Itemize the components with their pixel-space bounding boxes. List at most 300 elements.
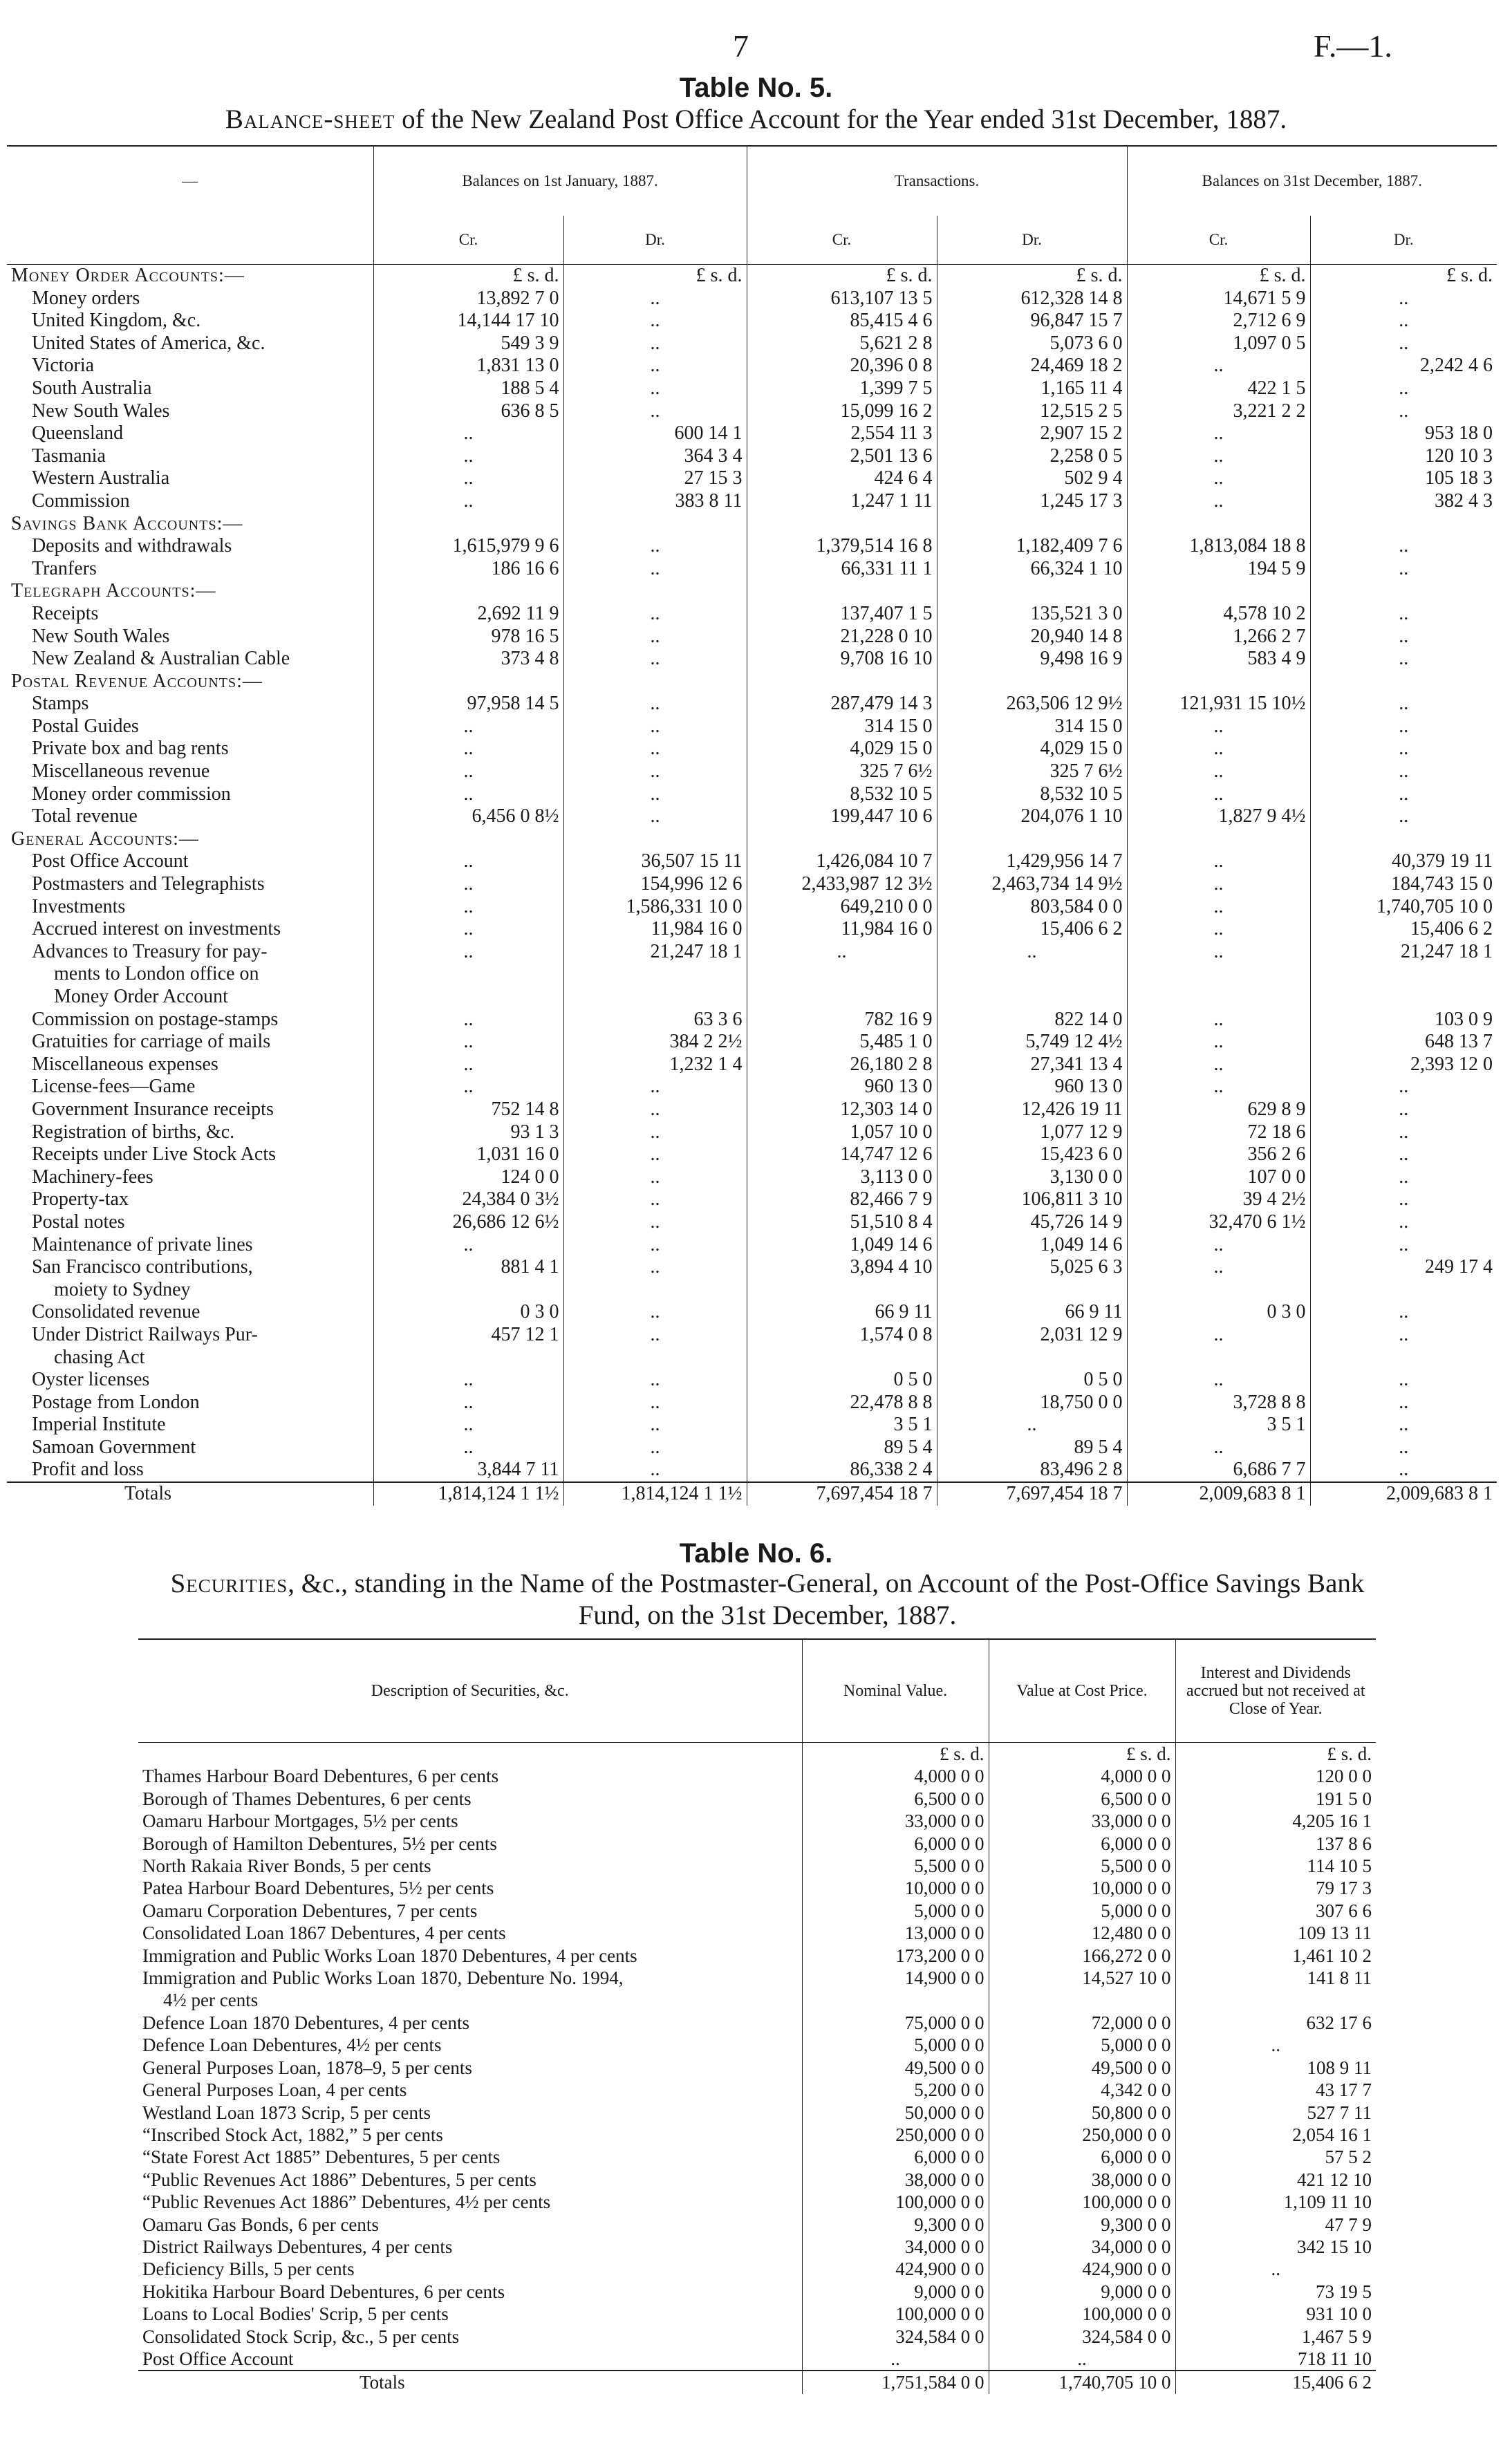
balance-amount [1310, 513, 1497, 536]
col-header: Cr. [1127, 216, 1310, 265]
balance-amount: .. [1310, 377, 1497, 400]
balance-amount: .. [563, 626, 747, 648]
security-amount: 73 19 5 [1175, 2281, 1376, 2303]
balance-amount [747, 671, 937, 693]
balance-amount: .. [373, 850, 563, 873]
balance-amount: 89 5 4 [747, 1437, 937, 1459]
security-row [138, 2012, 1376, 2034]
balance-amount: .. [373, 1234, 563, 1257]
balance-description: New South Wales [32, 400, 170, 422]
balance-sheet-table [7, 145, 1497, 1506]
table5-title: Table No. 5. [679, 73, 833, 103]
balance-amount [937, 513, 1127, 536]
balance-amount: 15,406 6 2 [937, 918, 1127, 941]
balance-amount: .. [563, 1211, 747, 1234]
balance-amount: 204,076 1 10 [937, 805, 1127, 828]
balance-amount: 1,049 14 6 [937, 1234, 1127, 1257]
balance-amount: 1,827 9 4½ [1127, 805, 1310, 828]
balance-amount: 383 8 11 [563, 490, 747, 513]
balance-amount: .. [373, 1369, 563, 1392]
balance-description: United States of America, &c. [32, 332, 265, 354]
security-amount: 5,000 0 0 [802, 1900, 989, 1922]
balance-description: Postal notes [32, 1210, 125, 1233]
security-description: Patea Harbour Board Debentures, 5½ per cents [142, 1878, 494, 1899]
balance-row [7, 1166, 1497, 1189]
balance-amount: .. [1310, 558, 1497, 581]
balance-amount [373, 963, 563, 986]
balance-amount: 0 3 0 [1127, 1301, 1310, 1324]
security-amount: 72,000 0 0 [989, 2012, 1175, 2034]
balance-amount: 648 13 7 [1310, 1031, 1497, 1054]
balance-row [7, 805, 1497, 828]
security-amount: 9,000 0 0 [802, 2281, 989, 2303]
balance-amount: .. [373, 1414, 563, 1437]
balance-row [7, 355, 1497, 377]
balance-amount: 5,025 6 3 [937, 1256, 1127, 1279]
security-amount: 47 7 9 [1175, 2214, 1376, 2236]
balance-amount: .. [563, 1121, 747, 1144]
balance-row [7, 850, 1497, 873]
balance-amount [1310, 671, 1497, 693]
balance-row [7, 333, 1497, 355]
balance-amount: 2,554 11 3 [747, 422, 937, 445]
balance-description: Machinery-fees [32, 1166, 153, 1188]
balance-amount [937, 1279, 1127, 1302]
balance-description: Victoria [32, 355, 95, 377]
balance-amount: 184,743 15 0 [1310, 873, 1497, 896]
security-amount: 100,000 0 0 [989, 2191, 1175, 2213]
balance-amount: 3,130 0 0 [937, 1166, 1127, 1189]
balance-amount [373, 580, 563, 603]
balance-amount: 1,586,331 10 0 [563, 896, 747, 919]
balance-amount: 103 0 9 [1310, 1009, 1497, 1031]
balance-amount: 0 5 0 [937, 1369, 1127, 1392]
securities-header-row [138, 1639, 1376, 1743]
balance-amount [1127, 986, 1310, 1009]
balance-amount [563, 580, 747, 603]
balance-description: Money Order Accounts:— [11, 265, 245, 286]
balance-amount: 82,466 7 9 [747, 1188, 937, 1211]
balance-amount: .. [1310, 1437, 1497, 1459]
security-amount: £ s. d. [802, 1743, 989, 1766]
balance-amount: 2,242 4 6 [1310, 355, 1497, 377]
balance-amount: 881 4 1 [373, 1256, 563, 1279]
balance-amount: .. [1127, 1256, 1310, 1279]
balance-amount [937, 671, 1127, 693]
balance-amount: .. [1127, 1076, 1310, 1098]
security-row [138, 1855, 1376, 1877]
balance-description: Postmasters and Telegraphists [32, 873, 265, 895]
balance-amount: 629 8 9 [1127, 1098, 1310, 1121]
security-row [138, 1833, 1376, 1855]
balance-amount: 8,532 10 5 [747, 783, 937, 806]
table6-title: Table No. 6. [679, 1538, 833, 1569]
balance-amount: 1,615,979 9 6 [373, 535, 563, 558]
balance-amount: .. [563, 1459, 747, 1482]
balance-amount [1310, 828, 1497, 851]
balance-amount: .. [1127, 490, 1310, 513]
balance-amount [1310, 986, 1497, 1009]
security-totals-row [138, 2371, 1376, 2393]
balance-amount [747, 986, 937, 1009]
security-row [138, 2214, 1376, 2236]
table5-subtitle-caps: Balance-sheet [225, 104, 395, 134]
balance-amount: 9,498 16 9 [937, 648, 1127, 671]
security-amount: 38,000 0 0 [802, 2169, 989, 2191]
balance-amount: 66,331 11 1 [747, 558, 937, 581]
balance-amount [1310, 580, 1497, 603]
security-amount: 109 13 11 [1175, 1922, 1376, 1944]
balance-amount: 1,182,409 7 6 [937, 535, 1127, 558]
balance-amount: .. [1127, 738, 1310, 760]
security-amount: 108 9 11 [1175, 2057, 1376, 2079]
balance-row [7, 1076, 1497, 1098]
balance-amount: .. [563, 558, 747, 581]
security-amount: 1,461 10 2 [1175, 1945, 1376, 1967]
balance-description: Samoan Government [32, 1436, 196, 1458]
balance-row [7, 288, 1497, 310]
balance-amount: 249 17 4 [1310, 1256, 1497, 1279]
balance-description: Postal Guides [32, 715, 139, 737]
balance-amount: 1,266 2 7 [1127, 626, 1310, 648]
balance-amount: .. [1310, 288, 1497, 310]
balance-amount [563, 986, 747, 1009]
balance-amount: .. [373, 941, 563, 964]
balance-description: Advances to Treasury for pay- [32, 940, 268, 962]
balance-amount: 137,407 1 5 [747, 603, 937, 626]
balance-sheet-body [7, 265, 1497, 1506]
balance-amount: .. [1127, 467, 1310, 490]
balance-amount: 3,728 8 8 [1127, 1392, 1310, 1414]
balance-amount: .. [1127, 850, 1310, 873]
balance-description: Money order commission [32, 783, 231, 805]
security-description: “Inscribed Stock Act, 1882,” 5 per cents [142, 2124, 443, 2145]
security-row [138, 2034, 1376, 2056]
balance-row [7, 693, 1497, 716]
balance-amount: .. [1127, 760, 1310, 783]
security-row [138, 2326, 1376, 2348]
security-amount: 9,300 0 0 [989, 2214, 1175, 2236]
security-amount: 4,342 0 0 [989, 2079, 1175, 2101]
security-amount: 424,900 0 0 [802, 2258, 989, 2280]
balance-amount [373, 1279, 563, 1302]
balance-amount: 14,747 12 6 [747, 1143, 937, 1166]
security-row [138, 1877, 1376, 1899]
balance-row [7, 986, 1497, 1009]
security-amount: 100,000 0 0 [802, 2191, 989, 2213]
security-amount: 166,272 0 0 [989, 1945, 1175, 1967]
security-amount: 4,000 0 0 [989, 1765, 1175, 1787]
balance-description: United Kingdom, &c. [32, 310, 201, 332]
balance-amount: 612,328 14 8 [937, 288, 1127, 310]
balance-description: Miscellaneous revenue [32, 760, 210, 783]
balance-description: Stamps [32, 693, 89, 715]
balance-amount [563, 1279, 747, 1302]
security-amount: 6,000 0 0 [802, 1833, 989, 1855]
securities-table [138, 1638, 1376, 2394]
balance-amount: 457 12 1 [373, 1324, 563, 1347]
security-amount: 5,000 0 0 [989, 2034, 1175, 2056]
balance-amount: 13,892 7 0 [373, 288, 563, 310]
balance-row [7, 1369, 1497, 1392]
balance-amount: .. [563, 805, 747, 828]
security-amount: 6,000 0 0 [989, 1833, 1175, 1855]
balance-amount: .. [563, 1437, 747, 1459]
balance-amount: 1,574 0 8 [747, 1324, 937, 1347]
balance-amount: .. [1310, 333, 1497, 355]
security-amount: 5,000 0 0 [989, 1900, 1175, 1922]
balance-amount: .. [373, 1031, 563, 1054]
balance-amount: 1,399 7 5 [747, 377, 937, 400]
balance-amount: 2,712 6 9 [1127, 310, 1310, 333]
balance-amount: 314 15 0 [747, 716, 937, 738]
security-description: Thames Harbour Board Debentures, 6 per cents [142, 1766, 499, 1787]
balance-amount [1127, 1279, 1310, 1302]
balance-description: moiety to Sydney [54, 1278, 191, 1300]
security-amount: 49,500 0 0 [802, 2057, 989, 2079]
balance-description: ments to London office on [54, 963, 259, 985]
balance-row [7, 716, 1497, 738]
balance-amount: 14,671 5 9 [1127, 288, 1310, 310]
balance-description: Government Insurance receipts [32, 1098, 274, 1120]
balance-amount: 14,144 17 10 [373, 310, 563, 333]
balance-amount: .. [563, 1076, 747, 1098]
security-description: District Railways Debentures, 4 per cents [142, 2236, 453, 2257]
security-description: General Purposes Loan, 4 per cents [142, 2079, 407, 2101]
balance-description: Profit and loss [32, 1459, 144, 1481]
security-row [138, 1743, 1376, 1766]
balance-amount: .. [563, 400, 747, 423]
balance-row [7, 648, 1497, 671]
balance-amount: .. [1310, 1414, 1497, 1437]
balance-amount: .. [373, 422, 563, 445]
balance-row [7, 828, 1497, 851]
security-amount: 5,000 0 0 [802, 2034, 989, 2056]
security-totals-amount: 15,406 6 2 [1175, 2371, 1376, 2393]
balance-amount: 2,433,987 12 3½ [747, 873, 937, 896]
security-description: General Purposes Loan, 1878–9, 5 per cents [142, 2057, 472, 2078]
balance-amount: .. [1310, 1234, 1497, 1257]
balance-amount: 66 9 11 [937, 1301, 1127, 1324]
balance-amount: £ s. d. [747, 265, 937, 288]
balance-amount: 106,811 3 10 [937, 1188, 1127, 1211]
security-amount: .. [802, 2348, 989, 2371]
balance-amount: .. [1127, 1369, 1310, 1392]
balance-amount: .. [747, 941, 937, 964]
security-amount: 6,500 0 0 [802, 1788, 989, 1810]
balance-amount: 121,931 15 10½ [1127, 693, 1310, 716]
security-amount: 33,000 0 0 [989, 1810, 1175, 1832]
balance-amount: .. [1127, 1324, 1310, 1347]
security-row [138, 2057, 1376, 2079]
balance-amount: 32,470 6 1½ [1127, 1211, 1310, 1234]
balance-amount [373, 986, 563, 1009]
balance-amount: .. [563, 1098, 747, 1121]
balance-amount: 1,097 0 5 [1127, 333, 1310, 355]
balance-amount: 186 16 6 [373, 558, 563, 581]
balance-amount: .. [1310, 1076, 1497, 1098]
security-amount: 6,500 0 0 [989, 1788, 1175, 1810]
security-row [138, 2102, 1376, 2124]
security-amount: 2,054 16 1 [1175, 2124, 1376, 2146]
balance-amount: .. [563, 1166, 747, 1189]
balance-row [7, 1234, 1497, 1257]
security-row [138, 1900, 1376, 1922]
security-amount: 34,000 0 0 [989, 2236, 1175, 2258]
balance-amount [747, 513, 937, 536]
balance-amount: .. [563, 648, 747, 671]
security-row [138, 2191, 1376, 2213]
balance-amount: .. [373, 1076, 563, 1098]
balance-amount: .. [1127, 1009, 1310, 1031]
group-header-transactions: Transactions. [747, 146, 1127, 216]
balance-amount [937, 828, 1127, 851]
balance-row [7, 1256, 1497, 1279]
balance-description: New South Wales [32, 625, 170, 647]
balance-amount: 27,341 13 4 [937, 1054, 1127, 1076]
security-description: Hokitika Harbour Board Debentures, 6 per cents [142, 2281, 505, 2302]
balance-amount: 2,258 0 5 [937, 445, 1127, 468]
balance-amount: £ s. d. [1310, 265, 1497, 288]
balance-amount: 0 3 0 [373, 1301, 563, 1324]
balance-amount: 325 7 6½ [937, 760, 1127, 783]
balance-amount: 107 0 0 [1127, 1166, 1310, 1189]
balance-amount: .. [1310, 626, 1497, 648]
balance-amount: 803,584 0 0 [937, 896, 1127, 919]
balance-amount: £ s. d. [937, 265, 1127, 288]
balance-amount: .. [563, 1256, 747, 1279]
balance-amount: .. [1127, 1031, 1310, 1054]
balance-amount: .. [1127, 716, 1310, 738]
balance-amount [937, 1347, 1127, 1369]
security-amount: 43 17 7 [1175, 2079, 1376, 2101]
balance-amount: 66,324 1 10 [937, 558, 1127, 581]
col-header: Cr. [373, 216, 563, 265]
security-description: Oamaru Corporation Debentures, 7 per cents [142, 1900, 478, 1921]
security-row [138, 1922, 1376, 1944]
balance-row [7, 1437, 1497, 1459]
balance-row [7, 918, 1497, 941]
balance-amount: 66 9 11 [747, 1301, 937, 1324]
security-amount: 1,109 11 10 [1175, 2191, 1376, 2213]
security-row [138, 2169, 1376, 2191]
balance-amount: .. [1310, 1324, 1497, 1347]
balance-amount: 314 15 0 [937, 716, 1127, 738]
security-amount: 421 12 10 [1175, 2169, 1376, 2191]
balance-row [7, 467, 1497, 490]
balance-amount: .. [563, 1324, 747, 1347]
security-amount: 13,000 0 0 [802, 1922, 989, 1944]
balance-description: Receipts [32, 602, 99, 624]
balance-amount: £ s. d. [563, 265, 747, 288]
balance-amount: 953 18 0 [1310, 422, 1497, 445]
security-amount: 250,000 0 0 [802, 2124, 989, 2146]
security-description: Immigration and Public Works Loan 1870, Debenture No. 1994, [142, 1967, 624, 1989]
balance-amount: 1,429,956 14 7 [937, 850, 1127, 873]
balance-description: General Accounts:— [11, 828, 199, 850]
balance-amount: .. [373, 738, 563, 760]
balance-amount [1127, 1347, 1310, 1369]
balance-amount [563, 513, 747, 536]
security-amount: 718 11 10 [1175, 2348, 1376, 2371]
balance-amount [937, 986, 1127, 1009]
balance-amount [1310, 1279, 1497, 1302]
security-amount: 5,500 0 0 [989, 1855, 1175, 1877]
group-header-opening: Balances on 1st January, 1887. [373, 146, 747, 216]
security-amount: 931 10 0 [1175, 2303, 1376, 2325]
balance-amount: .. [1310, 648, 1497, 671]
balance-amount: £ s. d. [373, 265, 563, 288]
balance-description: Commission [32, 489, 130, 512]
security-row [138, 2348, 1376, 2371]
balance-amount: .. [563, 1392, 747, 1414]
balance-row [7, 1054, 1497, 1076]
security-amount: 6,000 0 0 [989, 2146, 1175, 2168]
balance-amount: .. [563, 760, 747, 783]
balance-row [7, 422, 1497, 445]
balance-amount: .. [1127, 1234, 1310, 1257]
security-row [138, 2146, 1376, 2168]
balance-description: Money orders [32, 287, 140, 309]
balance-amount: .. [1310, 535, 1497, 558]
balance-amount: 199,447 10 6 [747, 805, 937, 828]
balance-amount: .. [1310, 310, 1497, 333]
balance-amount: .. [563, 1369, 747, 1392]
balance-amount: 287,479 14 3 [747, 693, 937, 716]
balance-amount: 11,984 16 0 [563, 918, 747, 941]
balance-amount: .. [563, 355, 747, 377]
security-description: Loans to Local Bodies' Scrip, 5 per cents [142, 2303, 449, 2325]
balance-description: Money Order Account [54, 986, 228, 1007]
balance-amount [747, 1279, 937, 1302]
balance-row [7, 490, 1497, 513]
balance-amount: .. [373, 783, 563, 806]
security-description: North Rakaia River Bonds, 5 per cents [142, 1855, 431, 1877]
balance-amount: 2,907 15 2 [937, 422, 1127, 445]
balance-amount: 1,426,084 10 7 [747, 850, 937, 873]
balance-amount [937, 580, 1127, 603]
balance-amount: .. [1310, 1392, 1497, 1414]
col-header: Dr. [937, 216, 1127, 265]
balance-amount: .. [1127, 896, 1310, 919]
balance-description: Miscellaneous expenses [32, 1053, 218, 1075]
security-amount: 100,000 0 0 [802, 2303, 989, 2325]
security-amount: 1,467 5 9 [1175, 2326, 1376, 2348]
balance-amount: .. [1310, 1459, 1497, 1482]
balance-amount: 325 7 6½ [747, 760, 937, 783]
balance-description: Telegraph Accounts:— [11, 580, 216, 602]
table5-subtitle [0, 104, 1512, 135]
balance-amount: 649,210 0 0 [747, 896, 937, 919]
balance-amount: 20,940 14 8 [937, 626, 1127, 648]
balance-description: Tasmania [32, 445, 106, 467]
balance-amount: 384 2 2½ [563, 1031, 747, 1054]
balance-amount: 39 4 2½ [1127, 1188, 1310, 1211]
balance-amount: 24,384 0 3½ [373, 1188, 563, 1211]
balance-amount: 424 6 4 [747, 467, 937, 490]
security-description: Oamaru Gas Bonds, 6 per cents [142, 2214, 379, 2235]
security-amount: 79 17 3 [1175, 1877, 1376, 1899]
balance-amount: 15,423 6 0 [937, 1143, 1127, 1166]
balance-description: Savings Bank Accounts:— [11, 512, 243, 534]
col-header-interest: Interest and Dividends accrued but not received at Close of Year. [1175, 1639, 1376, 1743]
balance-description: Queensland [32, 422, 124, 445]
security-row [138, 1945, 1376, 1967]
balance-amount: .. [563, 1188, 747, 1211]
balance-amount: .. [1310, 1166, 1497, 1189]
page-number: 7 [733, 28, 749, 64]
security-amount: 49,500 0 0 [989, 2057, 1175, 2079]
